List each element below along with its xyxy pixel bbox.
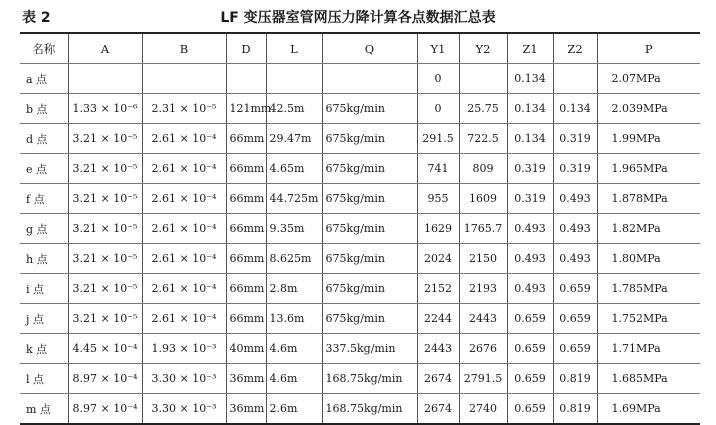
z2-cell: 0.493 <box>553 214 597 244</box>
z1-cell: 0.659 <box>507 394 553 425</box>
y2-cell <box>459 64 507 94</box>
column-header-q: Q <box>322 33 417 64</box>
flow-q-cell: 168.75kg/min <box>322 394 417 425</box>
y2-cell: 2676 <box>459 334 507 364</box>
coef-b-cell: 2.61 × 10⁻⁴ <box>142 274 226 304</box>
coef-a-cell: 3.21 × 10⁻⁵ <box>68 244 142 274</box>
table-row <box>20 214 700 244</box>
coef-b-cell: 2.61 × 10⁻⁴ <box>142 214 226 244</box>
coef-b-cell: 2.61 × 10⁻⁴ <box>142 304 226 334</box>
diameter-d-cell: 36mm <box>226 394 266 425</box>
flow-q-cell: 675kg/min <box>322 214 417 244</box>
flow-q-cell: 675kg/min <box>322 184 417 214</box>
coef-b-cell <box>142 64 226 94</box>
y1-cell: 2244 <box>417 304 459 334</box>
table-title: LF 变压器室管网压力降计算各点数据汇总表 <box>220 10 496 26</box>
y2-cell: 809 <box>459 154 507 184</box>
z1-cell: 0.134 <box>507 94 553 124</box>
table-row <box>20 64 700 94</box>
point-name-cell: g 点 <box>20 214 68 244</box>
pressure-p-cell: 1.80MPa <box>597 244 700 274</box>
y2-cell: 2150 <box>459 244 507 274</box>
z1-cell: 0.659 <box>507 364 553 394</box>
diameter-d-cell: 66mm <box>226 124 266 154</box>
length-l-cell: 29.47m <box>266 124 322 154</box>
column-header-p: P <box>597 33 700 64</box>
y2-cell: 722.5 <box>459 124 507 154</box>
y1-cell: 2674 <box>417 394 459 425</box>
coef-a-cell <box>68 64 142 94</box>
z2-cell: 0.819 <box>553 364 597 394</box>
pressure-p-cell: 1.752MPa <box>597 304 700 334</box>
length-l-cell: 13.6m <box>266 304 322 334</box>
diameter-d-cell: 66mm <box>226 154 266 184</box>
coef-a-cell: 1.33 × 10⁻⁶ <box>68 94 142 124</box>
flow-q-cell: 675kg/min <box>322 244 417 274</box>
z2-cell: 0.659 <box>553 304 597 334</box>
length-l-cell: 44.725m <box>266 184 322 214</box>
flow-q-cell: 675kg/min <box>322 124 417 154</box>
column-header-d: D <box>226 33 266 64</box>
y1-cell: 2674 <box>417 364 459 394</box>
pressure-p-cell: 1.99MPa <box>597 124 700 154</box>
pressure-p-cell: 1.82MPa <box>597 214 700 244</box>
coef-b-cell: 2.61 × 10⁻⁴ <box>142 184 226 214</box>
table-row <box>20 304 700 334</box>
y1-cell: 0 <box>417 94 459 124</box>
diameter-d-cell <box>226 64 266 94</box>
table-row <box>20 274 700 304</box>
z2-cell: 0.819 <box>553 394 597 425</box>
pressure-p-cell: 1.785MPa <box>597 274 700 304</box>
y2-cell: 2193 <box>459 274 507 304</box>
length-l-cell: 4.65m <box>266 154 322 184</box>
y2-cell: 1609 <box>459 184 507 214</box>
pressure-p-cell: 2.039MPa <box>597 94 700 124</box>
length-l-cell: 4.6m <box>266 364 322 394</box>
length-l-cell <box>266 64 322 94</box>
diameter-d-cell: 66mm <box>226 274 266 304</box>
table-row <box>20 184 700 214</box>
length-l-cell: 4.6m <box>266 334 322 364</box>
pressure-p-cell: 2.07MPa <box>597 64 700 94</box>
coef-b-cell: 2.61 × 10⁻⁴ <box>142 154 226 184</box>
length-l-cell: 8.625m <box>266 244 322 274</box>
flow-q-cell: 337.5kg/min <box>322 334 417 364</box>
diameter-d-cell: 66mm <box>226 184 266 214</box>
column-header-y2: Y2 <box>459 33 507 64</box>
y2-cell: 2443 <box>459 304 507 334</box>
length-l-cell: 9.35m <box>266 214 322 244</box>
z2-cell: 0.319 <box>553 124 597 154</box>
column-header-y1: Y1 <box>417 33 459 64</box>
coef-a-cell: 8.97 × 10⁻⁴ <box>68 364 142 394</box>
table-row <box>20 124 700 154</box>
z2-cell: 0.659 <box>553 334 597 364</box>
point-name-cell: h 点 <box>20 244 68 274</box>
z1-cell: 0.493 <box>507 214 553 244</box>
table-row <box>20 334 700 364</box>
y2-cell: 2740 <box>459 394 507 425</box>
column-header-z1: Z1 <box>507 33 553 64</box>
coef-a-cell: 3.21 × 10⁻⁵ <box>68 304 142 334</box>
coef-a-cell: 3.21 × 10⁻⁵ <box>68 214 142 244</box>
z2-cell: 0.493 <box>553 244 597 274</box>
y2-cell: 25.75 <box>459 94 507 124</box>
diameter-d-cell: 36mm <box>226 364 266 394</box>
coef-b-cell: 1.93 × 10⁻³ <box>142 334 226 364</box>
z2-cell: 0.134 <box>553 94 597 124</box>
point-name-cell: d 点 <box>20 124 68 154</box>
pressure-drop-summary-table <box>20 32 700 425</box>
pressure-p-cell: 1.71MPa <box>597 334 700 364</box>
point-name-cell: f 点 <box>20 184 68 214</box>
table-body <box>20 64 700 425</box>
point-name-cell: b 点 <box>20 94 68 124</box>
z1-cell: 0.134 <box>507 64 553 94</box>
diameter-d-cell: 66mm <box>226 214 266 244</box>
y1-cell: 2024 <box>417 244 459 274</box>
pressure-p-cell: 1.965MPa <box>597 154 700 184</box>
point-name-cell: i 点 <box>20 274 68 304</box>
coef-b-cell: 2.61 × 10⁻⁴ <box>142 124 226 154</box>
y1-cell: 0 <box>417 64 459 94</box>
point-name-cell: a 点 <box>20 64 68 94</box>
coef-a-cell: 8.97 × 10⁻⁴ <box>68 394 142 425</box>
flow-q-cell: 168.75kg/min <box>322 364 417 394</box>
diameter-d-cell: 66mm <box>226 304 266 334</box>
coef-a-cell: 3.21 × 10⁻⁵ <box>68 124 142 154</box>
y2-cell: 1765.7 <box>459 214 507 244</box>
column-header-z2: Z2 <box>553 33 597 64</box>
coef-b-cell: 3.30 × 10⁻³ <box>142 394 226 425</box>
point-name-cell: j 点 <box>20 304 68 334</box>
column-header-name: 名称 <box>20 33 68 64</box>
y1-cell: 1629 <box>417 214 459 244</box>
header-row <box>20 33 700 64</box>
z2-cell <box>553 64 597 94</box>
table-row <box>20 154 700 184</box>
flow-q-cell: 675kg/min <box>322 274 417 304</box>
y1-cell: 2443 <box>417 334 459 364</box>
z1-cell: 0.659 <box>507 304 553 334</box>
length-l-cell: 42.5m <box>266 94 322 124</box>
z1-cell: 0.319 <box>507 154 553 184</box>
flow-q-cell: 675kg/min <box>322 94 417 124</box>
z1-cell: 0.493 <box>507 244 553 274</box>
flow-q-cell: 675kg/min <box>322 304 417 334</box>
y2-cell: 2791.5 <box>459 364 507 394</box>
point-name-cell: m 点 <box>20 394 68 425</box>
coef-b-cell: 2.31 × 10⁻⁵ <box>142 94 226 124</box>
point-name-cell: e 点 <box>20 154 68 184</box>
diameter-d-cell: 40mm <box>226 334 266 364</box>
z2-cell: 0.493 <box>553 184 597 214</box>
pressure-p-cell: 1.685MPa <box>597 364 700 394</box>
table-row <box>20 94 700 124</box>
y1-cell: 291.5 <box>417 124 459 154</box>
z1-cell: 0.659 <box>507 334 553 364</box>
y1-cell: 741 <box>417 154 459 184</box>
table-caption <box>0 5 716 27</box>
z2-cell: 0.659 <box>553 274 597 304</box>
coef-b-cell: 3.30 × 10⁻³ <box>142 364 226 394</box>
column-header-l: L <box>266 33 322 64</box>
z1-cell: 0.134 <box>507 124 553 154</box>
table-row <box>20 244 700 274</box>
z1-cell: 0.493 <box>507 274 553 304</box>
coef-b-cell: 2.61 × 10⁻⁴ <box>142 244 226 274</box>
z1-cell: 0.319 <box>507 184 553 214</box>
coef-a-cell: 3.21 × 10⁻⁵ <box>68 154 142 184</box>
diameter-d-cell: 121mm <box>226 94 266 124</box>
pressure-p-cell: 1.69MPa <box>597 394 700 425</box>
y1-cell: 2152 <box>417 274 459 304</box>
coef-a-cell: 3.21 × 10⁻⁵ <box>68 274 142 304</box>
diameter-d-cell: 66mm <box>226 244 266 274</box>
length-l-cell: 2.6m <box>266 394 322 425</box>
column-header-b: B <box>142 33 226 64</box>
table-number: 表 2 <box>22 10 51 26</box>
point-name-cell: l 点 <box>20 364 68 394</box>
coef-a-cell: 4.45 × 10⁻⁴ <box>68 334 142 364</box>
pressure-p-cell: 1.878MPa <box>597 184 700 214</box>
coef-a-cell: 3.21 × 10⁻⁵ <box>68 184 142 214</box>
flow-q-cell: 675kg/min <box>322 154 417 184</box>
table-row <box>20 394 700 425</box>
flow-q-cell <box>322 64 417 94</box>
point-name-cell: k 点 <box>20 334 68 364</box>
length-l-cell: 2.8m <box>266 274 322 304</box>
y1-cell: 955 <box>417 184 459 214</box>
column-header-a: A <box>68 33 142 64</box>
z2-cell: 0.319 <box>553 154 597 184</box>
table-row <box>20 364 700 394</box>
